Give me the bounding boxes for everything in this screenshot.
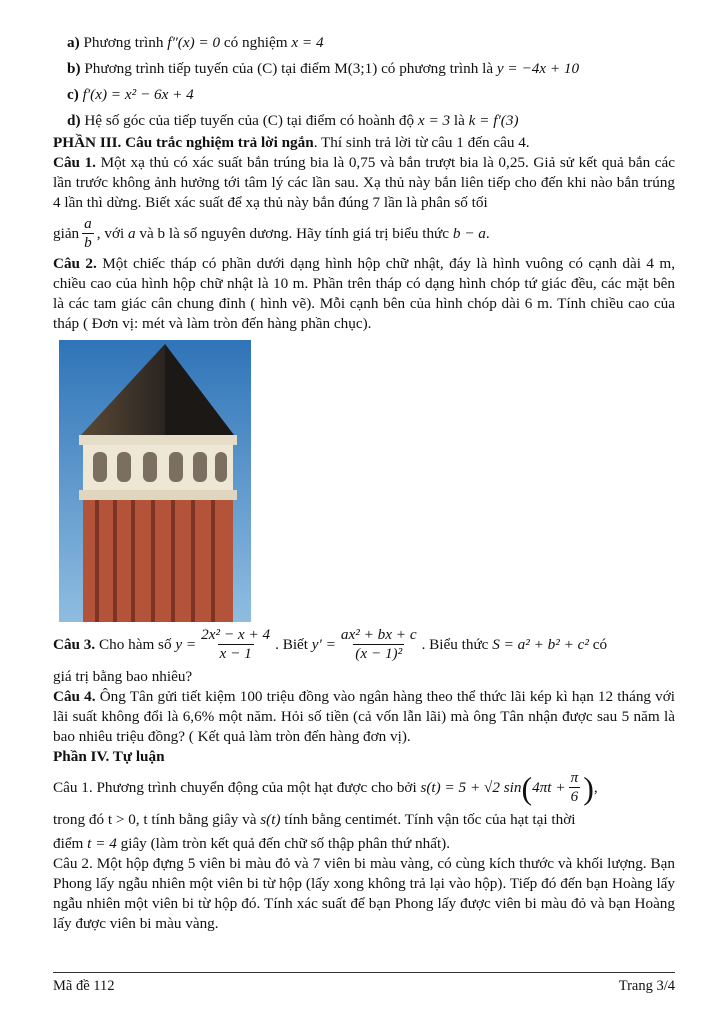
question-text: Một xạ thủ có xác suất bắn trúng bia là 0,75 và bắn trượt bia là 0,25. Giả sử kết quả bắn các lần trước không ảnh hưởng tới tâm lý các lần sau. Xạ thủ này bắn liên tiếp cho đến khi nào bắn trúng 4 lần thì dừng. Biết xác suất để xạ thủ này bắn đúng 7 lần là phân số tối [53, 154, 675, 211]
formula: x = 3 [417, 112, 451, 129]
fraction-numerator: ax² + bx + c [340, 626, 417, 643]
essay-1 [53, 769, 675, 806]
section-intro: . Thí sinh trả lời từ câu 1 đến câu 4. [313, 134, 530, 151]
formula: t = 4 [87, 835, 117, 852]
tower-illustration [59, 340, 251, 622]
option-text: Phương trình [83, 34, 164, 51]
option-text: là [453, 112, 465, 129]
option-text: Phương trình tiếp tuyến của (C) tại điểm M(3;1) có phương trình là [84, 60, 494, 77]
option-c [67, 85, 675, 105]
question-2 [53, 254, 675, 334]
option-label: c) [67, 86, 79, 103]
question-label: Câu 3. [53, 635, 96, 653]
formula: S = a² + b² + c² [492, 635, 589, 653]
question-3-tail [53, 667, 675, 687]
formula: b − a [452, 224, 486, 242]
section-heading: Phần IV. Tự luận [53, 748, 165, 765]
option-text: có nghiệm [223, 34, 288, 51]
page-number: Trang 3/4 [618, 978, 675, 994]
question-label: Câu 2. [53, 855, 93, 872]
essay-2 [53, 854, 675, 934]
formula: s(t) [260, 811, 281, 828]
formula: y = [175, 635, 197, 653]
formula: k = f′(3) [468, 112, 519, 129]
formula: f″(x) = 0 [167, 34, 221, 51]
question-text: Một hộp đựng 5 viên bi màu đỏ và 7 viên bi màu vàng, có cùng kích thước và khối lượng. Bạn Phong lấy ngẫu nhiên một viên bi từ hộp (lấy xong không trả lại vào hộp). Tiếp đó đến bạn Hoàng lấy ngẫu nhiên một viên bi từ hộp đó. Tính xác suất để bạn Phong lấy được viên bi màu đỏ và bạn Hoàng lấy được viên bi màu vàng. [53, 855, 676, 932]
question-1 [53, 153, 675, 213]
formula: y′ = [311, 635, 336, 653]
belt-course [79, 490, 237, 500]
fraction-a-over-b [82, 215, 94, 252]
part4-header [53, 747, 675, 767]
section-heading: PHẦN III. Câu trắc nghiệm trả lời ngắn [53, 134, 314, 151]
fraction-pi-over-6 [569, 769, 581, 806]
question-text: điểm [53, 835, 84, 852]
fraction-numerator: a [84, 215, 92, 232]
formula: s(t) = 5 + √2 sin [420, 778, 522, 796]
exam-page [53, 33, 675, 934]
fraction-denominator: (x − 1)² [355, 645, 403, 662]
option-a [67, 33, 675, 53]
option-b [67, 59, 675, 79]
question-label: Câu 4. [53, 688, 96, 705]
question-text: . [485, 224, 490, 242]
essay-1-line3 [53, 834, 675, 854]
question-4 [53, 687, 675, 747]
fraction-numerator: 2x² − x + 4 [201, 626, 271, 643]
fraction-numerator: π [570, 769, 579, 786]
option-text: Hệ số góc của tiếp tuyến của (C) tại điểm có hoành độ [84, 112, 415, 129]
cornice [79, 435, 237, 445]
question-text: Phương trình chuyển động của một hạt được cho bởi [96, 778, 417, 796]
option-label: b) [67, 60, 81, 77]
option-label: a) [67, 34, 80, 51]
question-1-line [53, 215, 675, 252]
fraction-y-prime [339, 626, 419, 663]
question-text: . Biết [275, 635, 308, 653]
question-label: Câu 1. [53, 154, 96, 171]
question-text: trong đó t > 0, t tính bằng giây và [53, 811, 257, 828]
question-text: Cho hàm số [99, 635, 172, 653]
question-text: và b là số nguyên dương. Hãy tính giá trị biểu thức [139, 224, 450, 242]
tower-image [59, 340, 251, 622]
formula: y = −4x + 10 [496, 60, 580, 77]
question-text: giản [53, 224, 80, 242]
brick-shaft [83, 500, 233, 622]
question-text: , [593, 778, 598, 796]
option-d [67, 111, 675, 131]
page-footer [53, 972, 675, 996]
formula: x = 4 [291, 34, 324, 51]
fraction-y [199, 626, 272, 663]
question-text: giây (làm tròn kết quả đến chữ số thập phân thứ nhất). [120, 835, 451, 852]
question-label: Câu 2. [53, 255, 97, 272]
question-3 [53, 626, 675, 663]
question-text: giá trị bằng bao nhiêu? [53, 668, 193, 685]
fraction-denominator: b [84, 234, 92, 251]
question-text: tính bằng centimét. Tính vận tốc của hạt tại thời [284, 811, 576, 828]
question-text: có [592, 635, 608, 653]
question-text: Ông Tân gửi tiết kiệm 100 triệu đồng vào ngân hàng theo thể thức lãi kép kì hạn 12 tháng với lãi suất không đổi là 6,6% một năm. Hỏi số tiền (cả vốn lẫn lãi) mà ông Tân nhận được sau 5 năm là bao nhiêu triệu đồng? ( Kết quả làm tròn đến hàng đơn vị). [53, 688, 675, 745]
formula: a [128, 224, 136, 242]
question-text: , với [96, 224, 125, 242]
part3-header [53, 133, 675, 153]
exam-code: Mã đề 112 [53, 978, 115, 994]
question-text: . Biểu thức [421, 635, 489, 653]
paren-open: ( [521, 769, 533, 806]
formula: 4πt + [532, 778, 566, 796]
fraction-denominator: x − 1 [219, 645, 252, 662]
fraction-denominator: 6 [570, 788, 579, 805]
formula: f′(x) = x² − 6x + 4 [82, 86, 194, 103]
question-label: Câu 1. [53, 778, 93, 796]
paren-close: ) [583, 769, 594, 806]
question-text: Một chiếc tháp có phần dưới dạng hình hộp chữ nhật, đáy là hình vuông có cạnh dài 4 m, chiều cao của hình hộp chữ nhật là 10 m. Phần trên tháp có dạng hình chóp tứ giác đều, các mặt bên là các tam giác cân chung đỉnh ( hình vẽ). Mỗi cạnh bên của hình chóp dài 6 m. Tính chiều cao của tháp ( Đơn vị: mét và làm tròn đến hàng phần chục). [53, 255, 676, 332]
option-label: d) [67, 112, 81, 129]
essay-1-line2 [53, 810, 675, 830]
